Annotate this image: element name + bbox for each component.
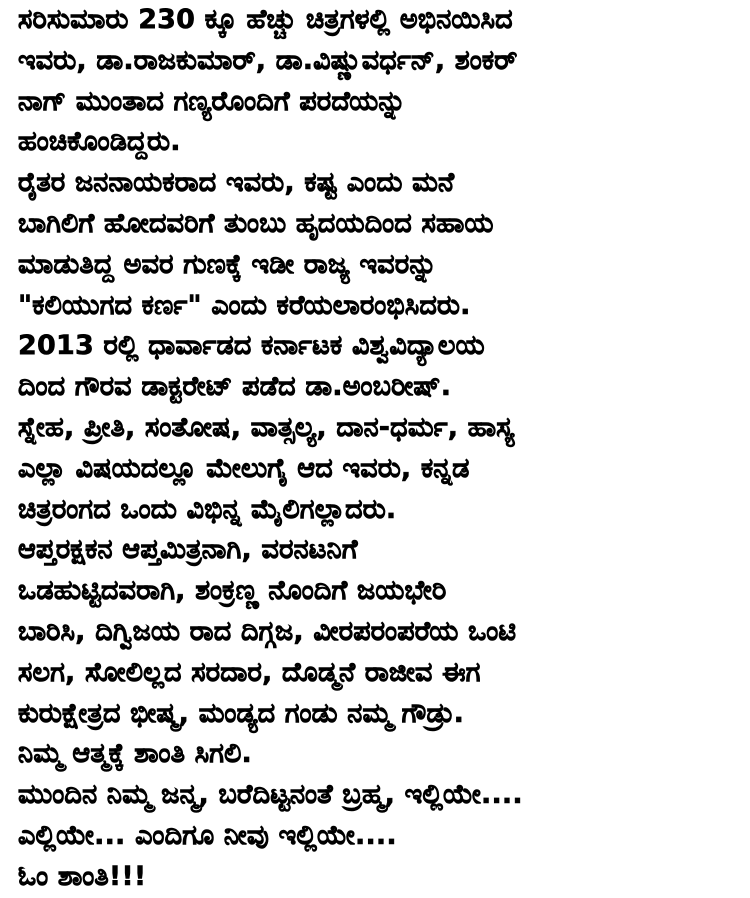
text-line: ಮುಂದಿನ ನಿಮ್ಮ ಜನ್ಮ, ಬರೆದಿಟ್ಟನಂತೆ ಬ್ರಹ್ಮ, ಇಲ್ಲಿಯೇ....: [18, 779, 523, 811]
text-line: ಕುರುಕ್ಷೇತ್ರದ ಭೀಷ್ಮ, ಮಂಡ್ಯದ ಗಂಡು ನಮ್ಮ ಗೌಡ್ರು.: [18, 697, 465, 729]
tribute-text-block: [18, 0, 743, 898]
text-line: ನಾಗ್ ಮುಂತಾದ ಗಣ್ಯರೊಂದಿಗೆ ಪರದೆಯನ್ನು: [18, 85, 406, 117]
text-line: ಬಾರಿಸಿ, ದಿಗ್ವಿಜಯ ರಾದ ದಿಗ್ಗಜ, ವೀರಪರಂಪರೆಯ ಒಂಟಿ: [18, 615, 517, 647]
text-line: ಸಲಗ, ಸೋಲಿಲ್ಲದ ಸರದಾರ, ದೊಡ್ಮನೆ ರಾಜೀವ ಈಗ: [18, 656, 481, 688]
text-line: ಹಂಚಿಕೊಂಡಿದ್ದರು.: [18, 126, 181, 158]
text-line: ಚಿತ್ರರಂಗದ ಒಂದು ವಿಭಿನ್ನ ಮೈಲಿಗಲ್ಲಾದರು.: [18, 493, 397, 525]
text-line: ಇವರು, ಡಾ.ರಾಜಕುಮಾರ್, ಡಾ.ವಿಷ್ಣುವರ್ಧನ್, ಶಂಕರ್: [18, 44, 518, 76]
text-line: ದಿಂದ ಗೌರವ ಡಾಕ್ಟರೇಟ್ ಪಡೆದ ಡಾ.ಅಂಬರೀಷ್.: [18, 371, 452, 403]
text-line: ಸರಿಸುಮಾರು 230 ಕ್ಕೂ ಹೆಚ್ಚು ಚಿತ್ರಗಳಲ್ಲಿ ಅಭಿನಯಿಸಿದ: [18, 4, 513, 35]
text-line: ನಿಮ್ಮ ಆತ್ಮಕ್ಕೆ ಶಾಂತಿ ಸಿಗಲಿ.: [18, 738, 252, 770]
text-line: ಬಾಗಿಲಿಗೆ ಹೋದವರಿಗೆ ತುಂಬು ಹೃದಯದಿಂದ ಸಹಾಯ: [18, 207, 494, 239]
text-line: ರೈತರ ಜನನಾಯಕರಾದ ಇವರು, ಕಷ್ಟ ಎಂದು ಮನೆ: [18, 167, 455, 199]
text-line: ಓಂ ಶಾಂತಿ!!!: [18, 860, 147, 892]
text-line: ಮಾಡುತಿದ್ದ ಅವರ ಗುಣಕ್ಕೆ ಇಡೀ ರಾಜ್ಯ ಇವರನ್ನು: [18, 248, 437, 280]
text-line: ಒಡಹುಟ್ಟಿದವರಾಗಿ, ಶಂಕ್ರಣ್ಣ ನೊಂದಿಗೆ ಜಯಭೇರಿ: [18, 575, 447, 607]
text-line: ಎಲ್ಲಿಯೇ... ಎಂದಿಗೂ ನೀವು ಇಲ್ಲಿಯೇ....: [18, 819, 397, 851]
text-line: "ಕಲಿಯುಗದ ಕರ್ಣ" ಎಂದು ಕರೆಯಲಾರಂಭಿಸಿದರು.: [18, 289, 471, 321]
text-line: ಆಪ್ತರಕ್ಷಕನ ಆಪ್ತಮಿತ್ರನಾಗಿ, ವರನಟನಿಗೆ: [18, 534, 358, 566]
text-line: ಸ್ನೇಹ, ಪ್ರೀತಿ, ಸಂತೋಷ, ವಾತ್ಸಲ್ಯ, ದಾನ-ಧರ್ಮ, ಹಾಸ್ಯ: [18, 411, 515, 443]
text-line: ಎಲ್ಲಾ ವಿಷಯದಲ್ಲೂ ಮೇಲುಗೈ ಆದ ಇವರು, ಕನ್ನಡ: [18, 452, 470, 484]
text-line: 2013 ರಲ್ಲಿ ಧಾರ್ವಾಡದ ಕರ್ನಾಟಕ ವಿಶ್ವವಿದ್ಯಾಲಯ: [18, 330, 485, 362]
